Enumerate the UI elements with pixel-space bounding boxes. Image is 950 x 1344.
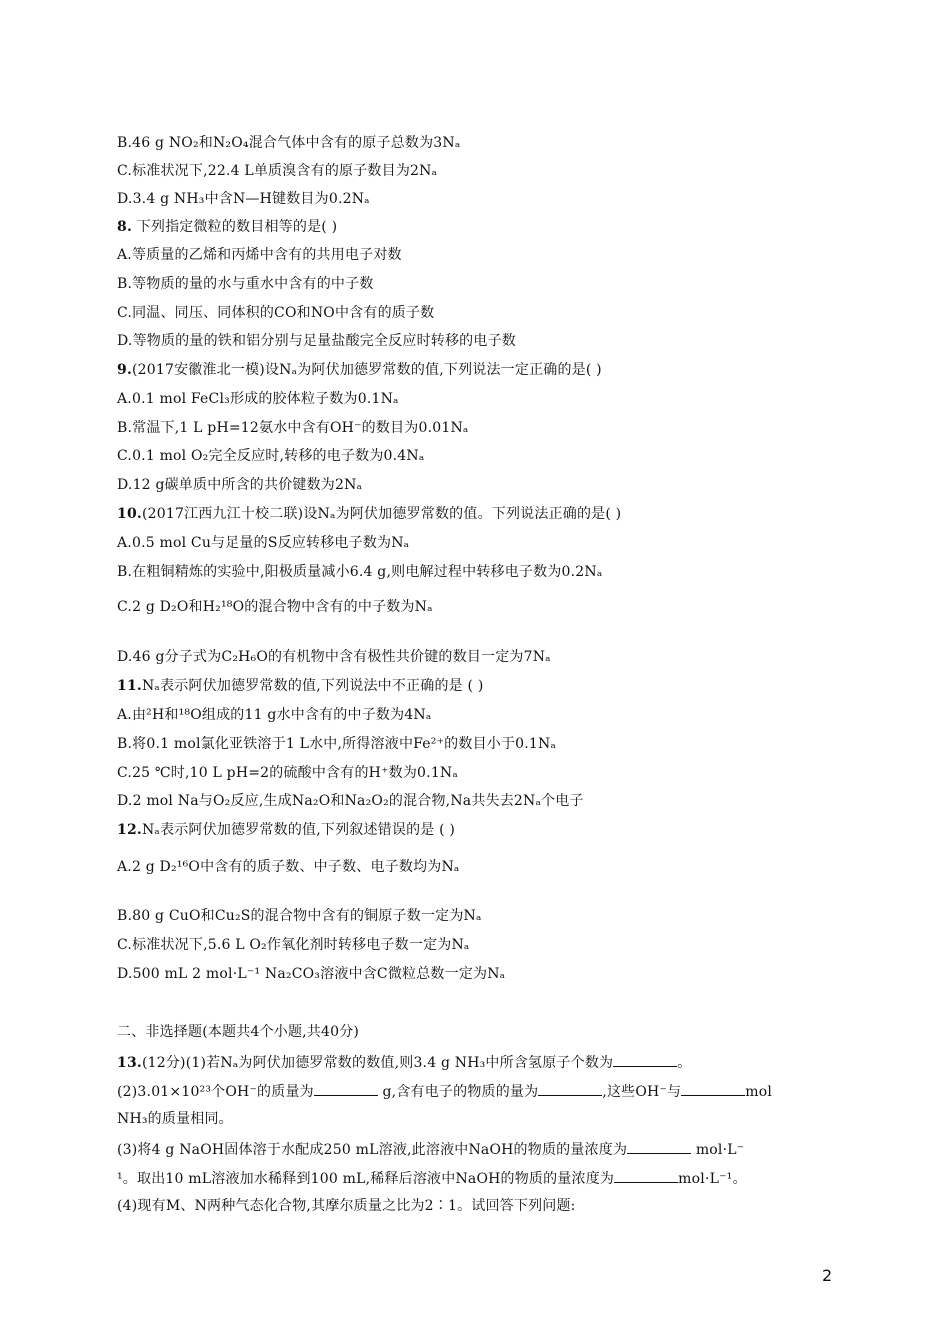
question-13: 13.(12分)(1)若Nₐ为阿伏加德罗常数的数值,则3.4 g NH₃中所含氢原子个数为 。 [117, 1052, 691, 1072]
option-line: B.46 g NO₂和N₂O₄混合气体中含有的原子总数为3Nₐ [117, 135, 461, 151]
question-13-text: NH₃的质量相同。 [117, 1111, 233, 1127]
answer-blank[interactable] [314, 1081, 378, 1096]
option-line: C.同温、同压、同体积的CO和NO中含有的质子数 [117, 305, 435, 321]
option-line: A.0.5 mol Cu与足量的S反应转移电子数为Nₐ [117, 535, 410, 551]
option-line: A.等质量的乙烯和丙烯中含有的共用电子对数 [117, 247, 402, 263]
option-line: D.12 g碳单质中所含的共价键数为2Nₐ [117, 477, 363, 493]
option-line: C.标准状况下,5.6 L O₂作氧化剂时转移电子数一定为Nₐ [117, 937, 470, 953]
question-9: 9.(2017安徽淮北一模)设Nₐ为阿伏加德罗常数的值,下列说法一定正确的是( ) [117, 362, 602, 378]
question-8: 8. 下列指定微粒的数目相等的是( ) [117, 219, 338, 235]
option-line: C.标准状况下,22.4 L单质溴含有的原子数目为2Nₐ [117, 163, 438, 179]
question-13-text: ¹。取出10 mL溶液加水稀释到100 mL,稀释后溶液中NaOH的物质的量浓度为 mol·L⁻¹。 [117, 1168, 747, 1188]
question-11: 11.Nₐ表示阿伏加德罗常数的值,下列说法中不正确的是 ( ) [117, 678, 484, 694]
question-13-part-2: (2)3.01×10²³个OH⁻的质量为 g,含有电子的物质的量为 ,这些OH⁻与 mol [117, 1081, 772, 1101]
option-line: D.等物质的量的铁和铝分别与足量盐酸完全反应时转移的电子数 [117, 333, 516, 349]
option-line: B.在粗铜精炼的实验中,阳极质量减小6.4 g,则电解过程中转移电子数为0.2Nₐ [117, 564, 603, 580]
option-line: A.2 g D₂¹⁶O中含有的质子数、中子数、电子数均为Nₐ [117, 859, 460, 875]
option-line: C.0.1 mol O₂完全反应时,转移的电子数为0.4Nₐ [117, 448, 425, 464]
question-13-part-3: (3)将4 g NaOH固体溶于水配成250 mL溶液,此溶液中NaOH的物质的量浓度为 mol·L⁻ [117, 1139, 744, 1159]
option-line: B.常温下,1 L pH=12氨水中含有OH⁻的数目为0.01Nₐ [117, 420, 469, 436]
option-line: D.500 mL 2 mol·L⁻¹ Na₂CO₃溶液中含C微粒总数一定为Nₐ [117, 966, 506, 982]
question-13-part-4: (4)现有M、N两种气态化合物,其摩尔质量之比为2∶1。试回答下列问题: [117, 1198, 576, 1214]
answer-blank[interactable] [538, 1081, 602, 1096]
option-line: C.25 ℃时,10 L pH=2的硫酸中含有的H⁺数为0.1Nₐ [117, 765, 458, 781]
option-line: D.2 mol Na与O₂反应,生成Na₂O和Na₂O₂的混合物,Na共失去2Nₐ个电子 [117, 793, 584, 809]
option-line: A.0.1 mol FeCl₃形成的胶体粒子数为0.1Nₐ [117, 391, 399, 407]
answer-blank[interactable] [681, 1081, 745, 1096]
option-line: A.由²H和¹⁸O组成的11 g水中含有的中子数为4Nₐ [117, 707, 432, 723]
option-line: B.将0.1 mol氯化亚铁溶于1 L水中,所得溶液中Fe²⁺的数目小于0.1Nₐ [117, 736, 557, 752]
option-line: D.3.4 g NH₃中含N—H键数目为0.2Nₐ [117, 191, 370, 207]
page-number: 2 [822, 1266, 833, 1285]
answer-blank[interactable] [614, 1168, 678, 1183]
answer-blank[interactable] [627, 1139, 691, 1154]
question-10: 10.(2017江西九江十校二联)设Nₐ为阿伏加德罗常数的值。下列说法正确的是( ) [117, 506, 622, 522]
option-line: C.2 g D₂O和H₂¹⁸O的混合物中含有的中子数为Nₐ [117, 599, 433, 615]
option-line: B.等物质的量的水与重水中含有的中子数 [117, 276, 374, 292]
answer-blank[interactable] [613, 1052, 677, 1067]
option-line: B.80 g CuO和Cu₂S的混合物中含有的铜原子数一定为Nₐ [117, 908, 482, 924]
section-heading: 二、非选择题(本题共4个小题,共40分) [117, 1024, 360, 1040]
question-12: 12.Nₐ表示阿伏加德罗常数的值,下列叙述错误的是 ( ) [117, 822, 456, 838]
option-line: D.46 g分子式为C₂H₆O的有机物中含有极性共价键的数目一定为7Nₐ [117, 649, 551, 665]
